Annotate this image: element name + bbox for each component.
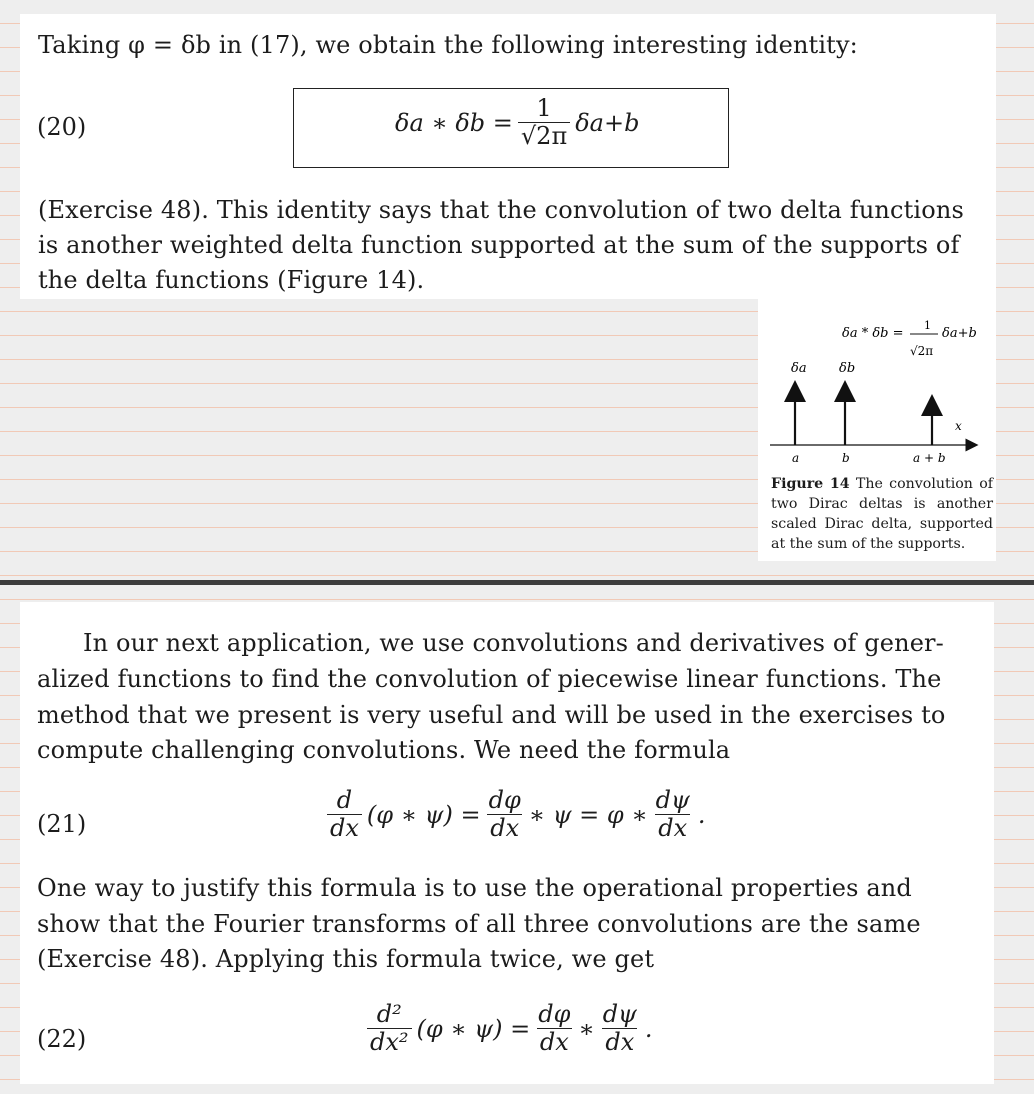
equation-number: (21) [37,810,87,838]
text-line: (Exercise 48). Applying this formula twice, we get [37,945,655,973]
fraction [518,96,570,149]
text-line: alized functions to find the convolution of piecewise linear functions. The [37,665,942,693]
eq-term: ∗ ψ = φ ∗ [528,800,648,829]
fraction-denominator: dx [327,814,362,841]
fraction-numerator: dφ [538,1000,571,1028]
text-line: Taking φ = δb in (17), we obtain the following interesting identity: [38,31,858,59]
eq-term: (φ ∗ ψ) = [366,800,481,829]
tick-label-a: a [792,451,800,465]
fraction-numerator: d² [376,1000,402,1028]
tick-label-b: b [842,451,850,465]
text-line: show that the Fourier transforms of all three convolutions are the same [37,910,921,938]
fraction-denominator: dx [602,1028,637,1055]
equation-22 [362,1002,653,1055]
text-line: compute challenging convolutions. We need the formula [37,736,731,764]
delta-b-label: δb [839,361,856,376]
fraction-denominator: dx [655,814,690,841]
figure-formula-lhs: δa * δb = [842,326,904,341]
figure-formula-den: √2π [910,344,934,358]
fraction-numerator: d [336,786,353,814]
fraction-denominator: dx² [367,1028,412,1055]
tick-label-a-plus-b: a + b [913,451,946,465]
eq-period: . [644,1014,653,1043]
figure-formula-rhs: δa+b [942,326,977,341]
delta-a-label: δa [791,361,807,376]
equation-number: (22) [37,1025,87,1053]
eq-term: ∗ [578,1014,595,1043]
eq-rhs: δa+b [575,108,640,137]
fraction [367,1002,412,1055]
text-line: In our next application, we use convolutions and derivatives of gener- [83,629,944,657]
fraction [327,788,362,841]
text-line: is another weighted delta function supported at the sum of the supports of [38,231,960,259]
eq-lhs: δa ∗ δb = [395,108,513,137]
fraction-denominator: dx [487,814,522,841]
fraction-denominator: dx [537,1028,572,1055]
eq-period: . [697,800,706,829]
fraction [535,1002,573,1055]
page-divider [0,580,1034,585]
figure-formula-num: 1 [924,319,931,332]
caption-text: The convolution of two Dirac deltas is another scaled Dirac delta, supported at the sum of the supports. [771,476,993,552]
x-axis-label: x [955,419,962,433]
fraction-numerator: dψ [655,786,690,814]
caption-label: Figure 14 [771,476,850,492]
fraction [486,788,524,841]
figure-14-diagram [758,299,996,474]
equation-21 [322,788,705,841]
equation-20 [395,96,639,149]
equation-number: (20) [37,113,87,141]
text-line: One way to justify this formula is to use the operational properties and [37,874,912,902]
fraction [653,788,693,841]
eq-term: (φ ∗ ψ) = [416,1014,531,1043]
fraction-denominator: √2π [518,122,570,149]
fraction-numerator: 1 [536,94,552,122]
fraction-numerator: dψ [602,1000,637,1028]
text-line: the delta functions (Figure 14). [38,266,425,294]
fraction-numerator: dφ [488,786,521,814]
text-line: method that we present is very useful and will be used in the exercises to [37,701,946,729]
fraction [600,1002,640,1055]
text-line: (Exercise 48). This identity says that the convolution of two delta functions [38,196,964,224]
figure-caption [771,474,993,554]
